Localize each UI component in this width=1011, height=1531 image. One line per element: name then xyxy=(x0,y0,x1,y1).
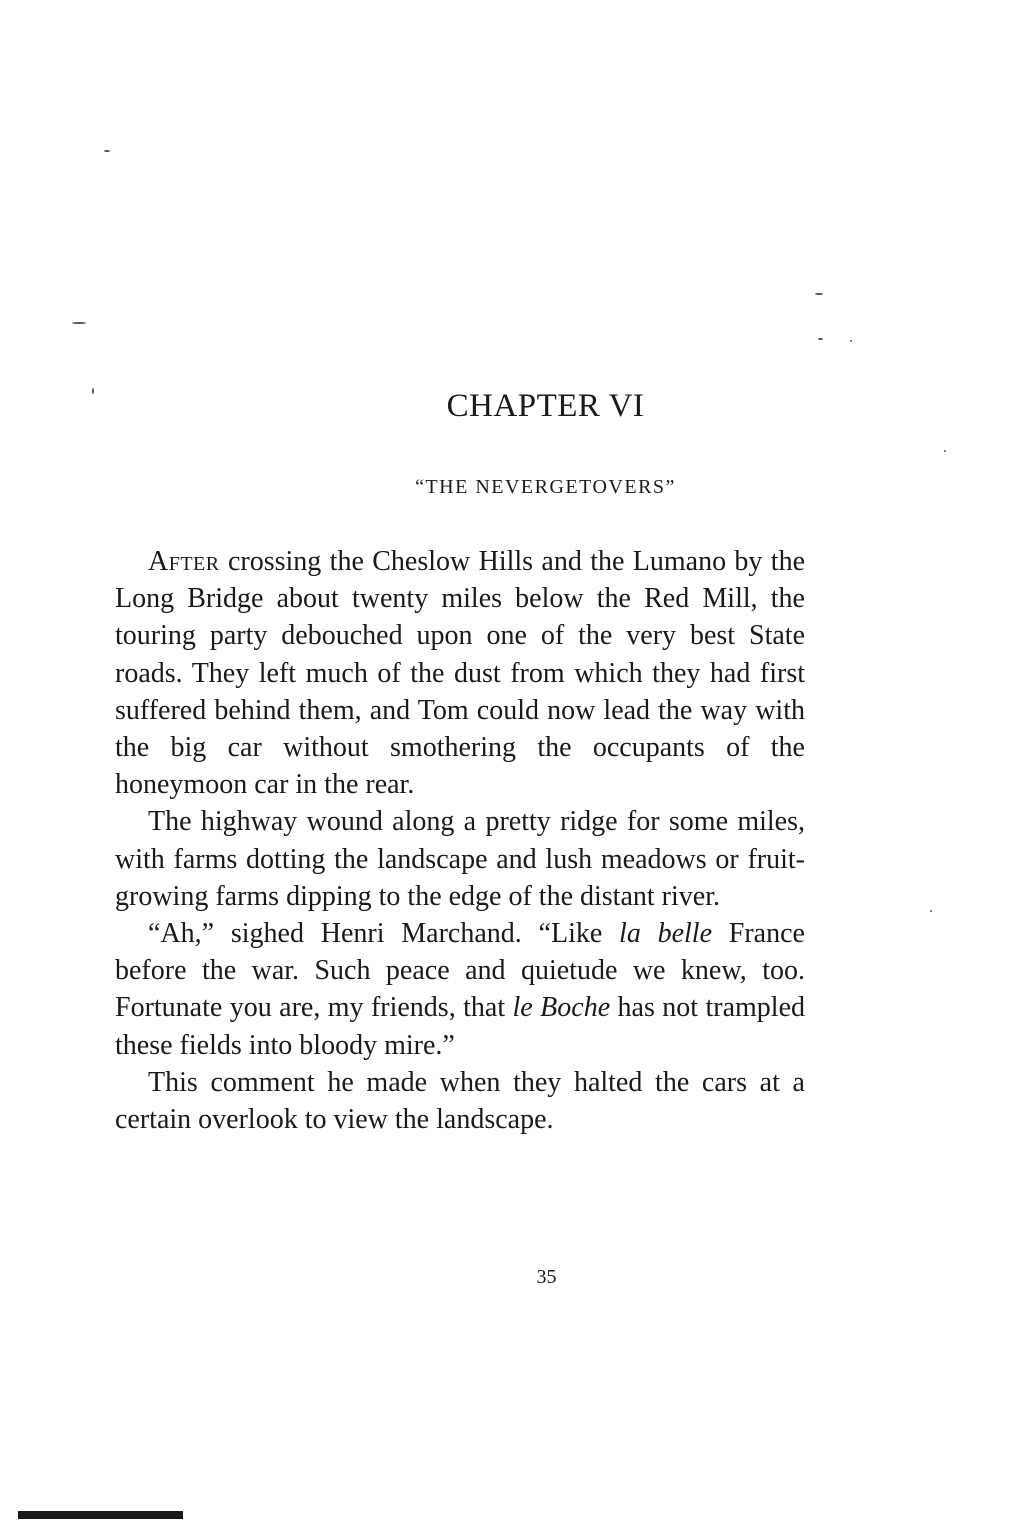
paragraph-3-italic-b: le Boche xyxy=(512,992,611,1024)
scan-smudge xyxy=(18,1511,183,1519)
scan-speck xyxy=(815,293,823,295)
scan-speck xyxy=(818,338,823,340)
paragraph-1-text: crossing the Cheslow Hills and the Lumano by the Long Bridge about twenty miles below the Red Mill, the touring party debouched upon one of the very best State roads. They left much of the dust from which they had first suffered behind them, and Tom could now lead the way with the big car without smothering the occupants of the honeymoon car in the rear. xyxy=(115,546,805,801)
paragraph-3 xyxy=(115,915,805,1064)
paragraph-1 xyxy=(115,543,805,803)
paragraph-3-text-a: “Ah,” sighed Henri Marchand. “Like xyxy=(148,918,620,950)
chapter-subtitle: “THE NEVERGETOVERS” xyxy=(415,476,676,498)
body-text xyxy=(115,543,805,1138)
paragraph-2: The highway wound along a pretty ridge for some miles, with farms dotting the landscape and lush meadows or fruit-growing farms dipping to the edge of the distant river. xyxy=(115,806,805,912)
paragraph-3-text-b: France before the war. Such peace and quietude we knew, too. Fortunate you are, my friends, that xyxy=(115,918,805,1024)
page-number: 35 xyxy=(536,1266,557,1288)
scan-speck xyxy=(850,340,852,342)
scan-speck xyxy=(944,450,946,452)
scan-speck xyxy=(930,910,932,912)
chapter-title: CHAPTER VI xyxy=(446,388,645,424)
paragraph-3-text-c: has not trampled these fields into bloody mire.” xyxy=(115,992,806,1061)
scan-speck xyxy=(72,322,86,324)
scan-speck xyxy=(104,150,110,152)
scan-speck xyxy=(92,388,94,394)
drop-lead-word: After xyxy=(148,546,220,577)
paragraph-3-italic-a: la belle xyxy=(619,918,713,950)
paragraph-4: This comment he made when they halted the cars at a certain overlook to view the landscape. xyxy=(115,1066,805,1136)
